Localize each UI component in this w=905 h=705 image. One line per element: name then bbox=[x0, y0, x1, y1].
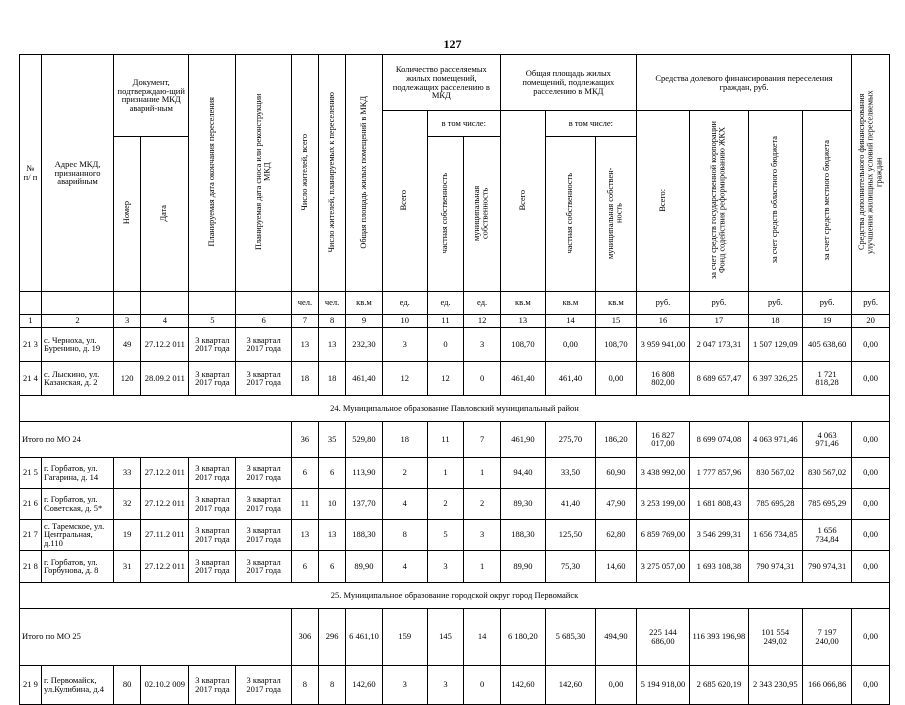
unit-cell: руб. bbox=[852, 291, 890, 314]
unit-cell: ед. bbox=[427, 291, 464, 314]
table-cell: 8 bbox=[291, 665, 318, 704]
table-cell: 166 066,86 bbox=[803, 665, 852, 704]
table-cell: 0 bbox=[464, 361, 501, 395]
table-cell: 3 959 941,00 bbox=[636, 327, 689, 361]
table-cell: 3 квартал 2017 года bbox=[236, 665, 291, 704]
table-cell: 0 bbox=[427, 327, 464, 361]
table-cell: 33 bbox=[114, 457, 141, 488]
column-number-cell: 16 bbox=[636, 314, 689, 327]
header-area-private: частная собственность bbox=[545, 136, 595, 291]
table-cell: 1 681 808,43 bbox=[690, 488, 749, 519]
table-row bbox=[20, 327, 890, 361]
row-number-cell: 21 7 bbox=[20, 519, 42, 550]
table-cell: 142,60 bbox=[346, 665, 383, 704]
table-cell: 529,80 bbox=[346, 421, 383, 457]
table-cell: 1 bbox=[464, 550, 501, 582]
unit-cell: кв.м bbox=[596, 291, 637, 314]
table-cell: 3 квартал 2017 года bbox=[236, 361, 291, 395]
table-cell: 296 bbox=[318, 608, 345, 665]
unit-cell: кв.м bbox=[545, 291, 595, 314]
column-number-cell: 3 bbox=[114, 314, 141, 327]
column-number-cell: 5 bbox=[189, 314, 236, 327]
table-cell: 19 bbox=[114, 519, 141, 550]
address-cell: с. Таремское, ул. Центральная, д.110 bbox=[41, 519, 113, 550]
table-cell: 785 695,29 bbox=[803, 488, 852, 519]
header-area-group: Общая площадь жилых помещений, подлежащих расселению в МКД bbox=[500, 55, 636, 111]
table-cell: 6 397 326,25 bbox=[748, 361, 802, 395]
table-cell: 2 bbox=[464, 488, 501, 519]
header-planned-resettlement: Планируемая дата окончания переселения bbox=[189, 55, 236, 292]
table-cell: 3 bbox=[464, 519, 501, 550]
table-cell: 3 квартал 2017 года bbox=[236, 550, 291, 582]
table-cell: 6 180,20 bbox=[500, 608, 545, 665]
table-cell: 0,00 bbox=[852, 608, 890, 665]
header-num: № п/ п bbox=[20, 55, 42, 292]
table-cell: 0,00 bbox=[852, 421, 890, 457]
table-cell: 108,70 bbox=[596, 327, 637, 361]
table-cell: 6 859 769,00 bbox=[636, 519, 689, 550]
table-cell: 60,90 bbox=[596, 457, 637, 488]
table-cell: 142,60 bbox=[500, 665, 545, 704]
column-number-cell: 20 bbox=[852, 314, 890, 327]
table-cell: 0,00 bbox=[545, 327, 595, 361]
header-doc-number: Номер bbox=[114, 136, 141, 291]
table-cell: 785 695,28 bbox=[748, 488, 802, 519]
table-cell: 47,90 bbox=[596, 488, 637, 519]
row-number-cell: 21 5 bbox=[20, 457, 42, 488]
table-cell: 12 bbox=[427, 361, 464, 395]
column-number-cell: 10 bbox=[382, 314, 427, 327]
table-cell: 14 bbox=[464, 608, 501, 665]
table-cell: 0 bbox=[464, 665, 501, 704]
table-cell: 6 bbox=[318, 457, 345, 488]
header-funding-group: Средства долевого финансирования переселения граждан, руб. bbox=[636, 55, 851, 111]
table-cell: 11 bbox=[291, 488, 318, 519]
total-row bbox=[20, 608, 890, 665]
column-number-cell: 14 bbox=[545, 314, 595, 327]
unit-cell: ед. bbox=[464, 291, 501, 314]
table-cell: 16 808 802,00 bbox=[636, 361, 689, 395]
table-cell: 89,90 bbox=[346, 550, 383, 582]
section-title: 24. Муниципальное образование Павловский муниципальный район bbox=[20, 395, 890, 421]
table-cell: 6 bbox=[291, 457, 318, 488]
section-header-row bbox=[20, 582, 890, 608]
total-label: Итого по МО 25 bbox=[20, 608, 292, 665]
table-cell: 14,60 bbox=[596, 550, 637, 582]
table-cell: 2 047 173,31 bbox=[690, 327, 749, 361]
table-cell: 275,70 bbox=[545, 421, 595, 457]
header-premises-municipal: муниципальная собственность bbox=[464, 136, 501, 291]
column-number-cell: 7 bbox=[291, 314, 318, 327]
table-cell: 159 bbox=[382, 608, 427, 665]
column-number-cell: 19 bbox=[803, 314, 852, 327]
address-cell: г. Первомайск, ул.Кулибина, д.4 bbox=[41, 665, 113, 704]
table-row bbox=[20, 550, 890, 582]
row-number-cell: 21 6 bbox=[20, 488, 42, 519]
table-cell: 0,00 bbox=[596, 361, 637, 395]
column-number-cell: 8 bbox=[318, 314, 345, 327]
table-cell: 27.12.2 011 bbox=[141, 550, 189, 582]
address-cell: с. Черноха, ул. Буренино, д. 19 bbox=[41, 327, 113, 361]
unit-cell: кв.м bbox=[346, 291, 383, 314]
header-document: Документ, подтверждаю-щий признание МКД аварий-ным bbox=[114, 55, 189, 137]
table-cell: 41,40 bbox=[545, 488, 595, 519]
column-number-cell: 9 bbox=[346, 314, 383, 327]
table-cell: 27.12.2 011 bbox=[141, 327, 189, 361]
table-cell: 1 507 129,09 bbox=[748, 327, 802, 361]
total-label: Итого по МО 24 bbox=[20, 421, 292, 457]
row-number-cell: 21 3 bbox=[20, 327, 42, 361]
table-cell: 13 bbox=[318, 519, 345, 550]
table-cell: 3 bbox=[427, 665, 464, 704]
table-cell: 18 bbox=[318, 361, 345, 395]
table-body bbox=[20, 327, 890, 704]
table-cell: 3 квартал 2017 года bbox=[189, 488, 236, 519]
table-cell: 405 638,60 bbox=[803, 327, 852, 361]
table-cell: 790 974,31 bbox=[803, 550, 852, 582]
table-cell: 8 bbox=[318, 665, 345, 704]
table-cell: 27.12.2 011 bbox=[141, 457, 189, 488]
table-cell: 4 bbox=[382, 488, 427, 519]
table-cell: 1 777 857,96 bbox=[690, 457, 749, 488]
column-number-cell: 13 bbox=[500, 314, 545, 327]
address-cell: с. Лыскино, ул. Казанская, д. 2 bbox=[41, 361, 113, 395]
unit-cell: руб. bbox=[803, 291, 852, 314]
table-row bbox=[20, 665, 890, 704]
table-cell: 02.10.2 009 bbox=[141, 665, 189, 704]
header-area-municipal: муниципальная собствен-ность bbox=[596, 136, 637, 291]
table-cell: 11 bbox=[427, 421, 464, 457]
table-cell: 0,00 bbox=[852, 488, 890, 519]
table-cell: 3 bbox=[382, 327, 427, 361]
table-cell: 5 685,30 bbox=[545, 608, 595, 665]
table-cell: 494,90 bbox=[596, 608, 637, 665]
table-cell: 10 bbox=[318, 488, 345, 519]
table-cell: 101 554 249,02 bbox=[748, 608, 802, 665]
table-cell: 12 bbox=[382, 361, 427, 395]
header-funding-regional: за счет средств областного бюджета bbox=[748, 111, 802, 292]
header-premises-private: частная собственность bbox=[427, 136, 464, 291]
table-cell: 225 144 686,00 bbox=[636, 608, 689, 665]
table-cell: 108,70 bbox=[500, 327, 545, 361]
table-cell: 6 461,10 bbox=[346, 608, 383, 665]
table-cell: 3 квартал 2017 года bbox=[236, 327, 291, 361]
table-cell: 0,00 bbox=[852, 327, 890, 361]
table-cell: 188,30 bbox=[346, 519, 383, 550]
table-cell: 36 bbox=[291, 421, 318, 457]
column-number-cell: 17 bbox=[690, 314, 749, 327]
unit-cell: чел. bbox=[318, 291, 345, 314]
address-cell: г. Горбатов, ул. Горбунова, д. 8 bbox=[41, 550, 113, 582]
table-cell: 0,00 bbox=[852, 519, 890, 550]
column-number-cell: 12 bbox=[464, 314, 501, 327]
table-cell: 80 bbox=[114, 665, 141, 704]
table-cell: 7 bbox=[464, 421, 501, 457]
header-address: Адрес МКД, признанного аварийным bbox=[41, 55, 113, 292]
table-cell: 0,00 bbox=[852, 550, 890, 582]
row-number-cell: 21 9 bbox=[20, 665, 42, 704]
table-cell: 13 bbox=[318, 327, 345, 361]
table-cell: 461,90 bbox=[500, 421, 545, 457]
table-cell: 2 685 620,19 bbox=[690, 665, 749, 704]
table-cell: 2 bbox=[382, 457, 427, 488]
table-cell: 6 bbox=[318, 550, 345, 582]
table-row bbox=[20, 519, 890, 550]
address-cell: г. Горбатов, ул. Гагарина, д. 14 bbox=[41, 457, 113, 488]
column-number-cell: 4 bbox=[141, 314, 189, 327]
table-cell: 18 bbox=[291, 361, 318, 395]
column-numbers-row bbox=[20, 314, 890, 327]
table-cell: 18 bbox=[382, 421, 427, 457]
column-number-cell: 6 bbox=[236, 314, 291, 327]
table-cell: 790 974,31 bbox=[748, 550, 802, 582]
table-cell: 89,90 bbox=[500, 550, 545, 582]
unit-cell: руб. bbox=[636, 291, 689, 314]
unit-cell: чел. bbox=[291, 291, 318, 314]
table-cell: 3 квартал 2017 года bbox=[236, 457, 291, 488]
table-cell: 306 bbox=[291, 608, 318, 665]
table-cell: 31 bbox=[114, 550, 141, 582]
table-cell: 3 квартал 2017 года bbox=[189, 665, 236, 704]
header-premises-incl: в том числе: bbox=[427, 111, 500, 137]
table-cell: 4 063 971,46 bbox=[803, 421, 852, 457]
unit-cell: ед. bbox=[382, 291, 427, 314]
column-number-cell: 15 bbox=[596, 314, 637, 327]
table-row bbox=[20, 457, 890, 488]
table-cell: 16 827 017,00 bbox=[636, 421, 689, 457]
table-cell: 3 квартал 2017 года bbox=[189, 457, 236, 488]
table-cell: 3 квартал 2017 года bbox=[189, 550, 236, 582]
table-cell: 8 bbox=[382, 519, 427, 550]
table-cell: 145 bbox=[427, 608, 464, 665]
table-cell: 1 693 108,38 bbox=[690, 550, 749, 582]
table-cell: 116 393 196,98 bbox=[690, 608, 749, 665]
table-cell: 94,40 bbox=[500, 457, 545, 488]
total-row bbox=[20, 421, 890, 457]
table-cell: 3 квартал 2017 года bbox=[189, 361, 236, 395]
table-cell: 0,00 bbox=[852, 361, 890, 395]
header-residents-total: Число жителей, всего bbox=[291, 55, 318, 292]
table-cell: 1 bbox=[464, 457, 501, 488]
table-cell: 13 bbox=[291, 327, 318, 361]
header-additional-funding: Средства дополнительного финансирования улучшения жилищных условий переселяемых граждан bbox=[852, 55, 890, 292]
table-cell: 0,00 bbox=[852, 665, 890, 704]
table-cell: 89,30 bbox=[500, 488, 545, 519]
header-planned-demolition: Планируемая дата сноса или реконструкции МКД bbox=[236, 55, 291, 292]
table-cell: 3 квартал 2017 года bbox=[189, 327, 236, 361]
table-cell: 1 bbox=[427, 457, 464, 488]
resettlement-table bbox=[19, 54, 890, 705]
table-cell: 0,00 bbox=[852, 457, 890, 488]
page-number: 127 bbox=[443, 37, 462, 51]
address-cell: г. Горбатов, ул. Советская, д. 5* bbox=[41, 488, 113, 519]
table-cell: 125,50 bbox=[545, 519, 595, 550]
table-cell: 830 567,02 bbox=[803, 457, 852, 488]
header-area-total2: Всего bbox=[500, 111, 545, 292]
table-cell: 27.12.2 011 bbox=[141, 488, 189, 519]
units-row bbox=[20, 291, 890, 314]
table-cell: 1 656 734,84 bbox=[803, 519, 852, 550]
header-premises-group: Количество расселяемых жилых помещений, подлежащих расселению в МКД bbox=[382, 55, 500, 111]
table-cell: 6 bbox=[291, 550, 318, 582]
table-cell: 3 253 199,00 bbox=[636, 488, 689, 519]
row-number-cell: 21 4 bbox=[20, 361, 42, 395]
table-cell: 4 063 971,46 bbox=[748, 421, 802, 457]
table-cell: 2 bbox=[427, 488, 464, 519]
column-number-cell: 1 bbox=[20, 314, 42, 327]
header-funding-fund: за счет средств государственной корпорации Фонд содействия реформированию ЖКХ bbox=[690, 111, 749, 292]
table-cell: 186,20 bbox=[596, 421, 637, 457]
table-cell: 27.11.2 011 bbox=[141, 519, 189, 550]
table-cell: 32 bbox=[114, 488, 141, 519]
table-cell: 3 275 057,00 bbox=[636, 550, 689, 582]
table-cell: 8 699 074,08 bbox=[690, 421, 749, 457]
table-cell: 3 bbox=[427, 550, 464, 582]
section-title: 25. Муниципальное образование городской округ город Первомайск bbox=[20, 582, 890, 608]
table-cell: 120 bbox=[114, 361, 141, 395]
section-header-row bbox=[20, 395, 890, 421]
table-cell: 35 bbox=[318, 421, 345, 457]
table-cell: 28.09.2 011 bbox=[141, 361, 189, 395]
table-row bbox=[20, 361, 890, 395]
unit-cell: руб. bbox=[690, 291, 749, 314]
table-cell: 4 bbox=[382, 550, 427, 582]
header-area-incl: в том числе: bbox=[545, 111, 636, 137]
table-row bbox=[20, 488, 890, 519]
header-premises-total: Всего bbox=[382, 111, 427, 292]
table-cell: 1 721 818,28 bbox=[803, 361, 852, 395]
table-cell: 113,90 bbox=[346, 457, 383, 488]
table-cell: 2 343 230,95 bbox=[748, 665, 802, 704]
table-cell: 137,70 bbox=[346, 488, 383, 519]
column-number-cell: 11 bbox=[427, 314, 464, 327]
table-cell: 3 438 992,00 bbox=[636, 457, 689, 488]
column-number-cell: 18 bbox=[748, 314, 802, 327]
table-cell: 3 квартал 2017 года bbox=[236, 488, 291, 519]
unit-cell: руб. bbox=[748, 291, 802, 314]
table-cell: 49 bbox=[114, 327, 141, 361]
header-residents-planned: Число жителей, планируемых к переселению bbox=[318, 55, 345, 292]
table-cell: 461,40 bbox=[346, 361, 383, 395]
header-area-total: Общая площадь жилых помещений в МКД bbox=[346, 55, 383, 292]
table-cell: 232,30 bbox=[346, 327, 383, 361]
table-cell: 3 546 299,31 bbox=[690, 519, 749, 550]
row-number-cell: 21 8 bbox=[20, 550, 42, 582]
table-cell: 8 689 657,47 bbox=[690, 361, 749, 395]
table-cell: 5 194 918,00 bbox=[636, 665, 689, 704]
table-cell: 830 567,02 bbox=[748, 457, 802, 488]
table-cell: 142,60 bbox=[545, 665, 595, 704]
header-funding-total: Всего: bbox=[636, 111, 689, 292]
header-doc-date: Дата bbox=[141, 136, 189, 291]
table-cell: 461,40 bbox=[500, 361, 545, 395]
table-cell: 75,30 bbox=[545, 550, 595, 582]
table-cell: 7 197 240,00 bbox=[803, 608, 852, 665]
table-cell: 3 квартал 2017 года bbox=[189, 519, 236, 550]
table-cell: 3 bbox=[382, 665, 427, 704]
unit-cell: кв.м bbox=[500, 291, 545, 314]
column-number-cell: 2 bbox=[41, 314, 113, 327]
table-cell: 33,50 bbox=[545, 457, 595, 488]
table-cell: 3 квартал 2017 года bbox=[236, 519, 291, 550]
table-cell: 13 bbox=[291, 519, 318, 550]
table-cell: 5 bbox=[427, 519, 464, 550]
table-cell: 188,30 bbox=[500, 519, 545, 550]
table-cell: 0,00 bbox=[596, 665, 637, 704]
header-funding-local: за счет средств местного бюджета bbox=[803, 111, 852, 292]
table-cell: 3 bbox=[464, 327, 501, 361]
table-cell: 62,80 bbox=[596, 519, 637, 550]
table-cell: 461,40 bbox=[545, 361, 595, 395]
table-cell: 1 656 734,85 bbox=[748, 519, 802, 550]
